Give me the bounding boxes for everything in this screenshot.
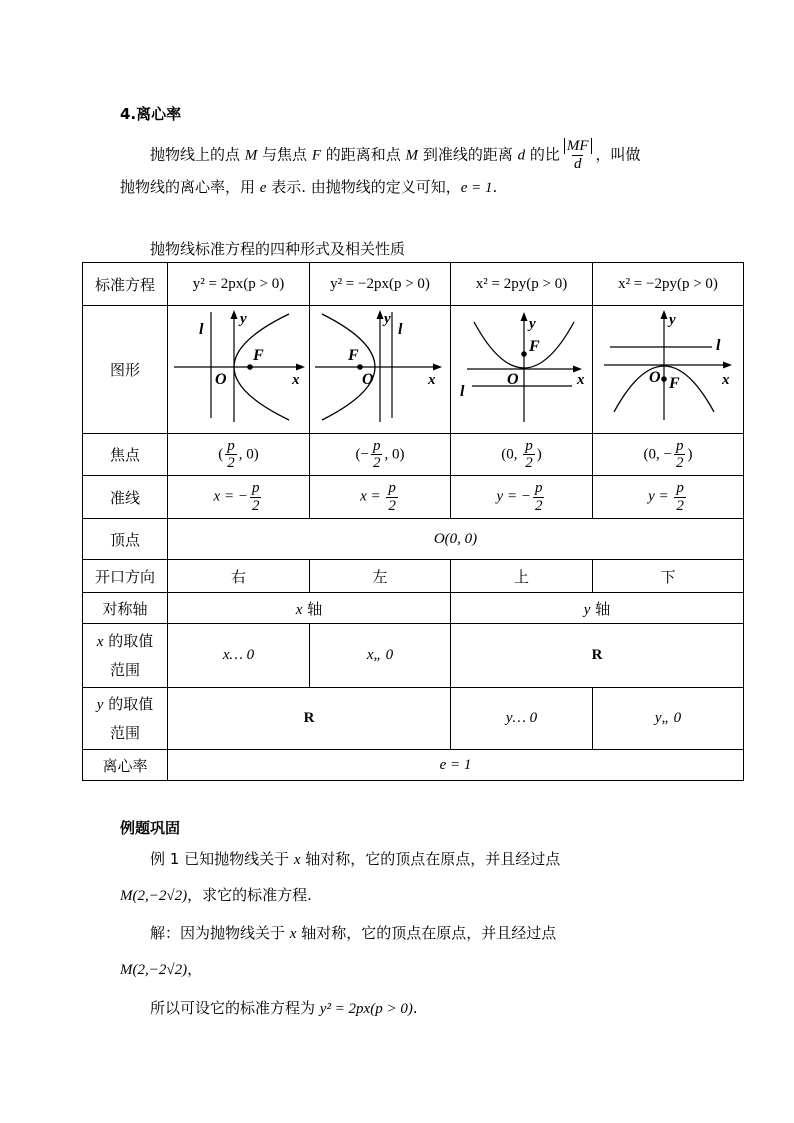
- row-label: x 的取值 范围: [83, 624, 168, 688]
- svg-text:F: F: [668, 375, 680, 392]
- svg-text:l: l: [459, 383, 464, 400]
- svg-text:y: y: [528, 316, 536, 332]
- paragraph-line-2: 抛物线的离心率，用 e 表示. 由抛物线的定义可知，e = 1.: [120, 178, 498, 196]
- opening-up: 上: [451, 560, 593, 593]
- svg-text:O: O: [648, 369, 661, 386]
- opening-down: 下: [593, 560, 744, 593]
- focus-up: (0, $\frac{p}{2}$ ): [451, 434, 593, 476]
- row-label: 对称轴: [83, 593, 168, 624]
- focus-down: (0, − $\frac{p}{2}$ ): [593, 434, 744, 476]
- equation-up: x² = 2py(p > 0): [451, 263, 593, 306]
- x-range-right: x… 0: [168, 624, 310, 688]
- solution-line-2: M(2,−2√2)，: [120, 960, 203, 978]
- svg-text:x: x: [721, 372, 729, 388]
- svg-text:y: y: [384, 311, 391, 327]
- svg-text:l: l: [398, 321, 403, 338]
- focus-right: ( $\frac{p}{2}$ , 0): [168, 434, 310, 476]
- svg-text:F: F: [528, 338, 540, 355]
- row-label: 图形: [83, 306, 168, 434]
- solution-line-3: 所以可设它的标准方程为 y² = 2px(p > 0).: [150, 999, 418, 1017]
- ratio-fraction: $\frac{MF}{d}$: [562, 138, 594, 172]
- svg-text:y: y: [239, 311, 247, 327]
- paragraph-line-1: 抛物线上的点 M 与焦点 F 的距离和点 M 到准线的距离 d 的比 $\frac{MF}{d}$ ，叫做: [150, 138, 641, 172]
- solution-line-1: 解：因为抛物线关于 x 轴对称，它的顶点在原点，并且经过点: [150, 924, 557, 942]
- parabola-left-graph: [310, 306, 450, 429]
- equation-down: x² = −2py(p > 0): [593, 263, 744, 306]
- opening-right: 右: [168, 560, 310, 593]
- directrix-right: x = − $\frac{p}{2}$: [168, 476, 310, 519]
- symmetry-axis-y: y 轴: [451, 593, 744, 624]
- example-question-line-2: M(2,−2√2)，求它的标准方程.: [120, 886, 312, 904]
- example-question-line-1: 例 1 已知抛物线关于 x 轴对称，它的顶点在原点，并且经过点: [150, 850, 561, 868]
- section-title: 4.离心率: [120, 105, 182, 123]
- row-label: y 的取值 范围: [83, 688, 168, 750]
- parabola-right-graph: [169, 306, 309, 429]
- opening-left: 左: [310, 560, 451, 593]
- svg-text:F: F: [348, 347, 359, 364]
- table-row-graph: [83, 306, 744, 434]
- y-range-down: y„ 0: [593, 688, 744, 750]
- svg-text:F: F: [252, 347, 264, 364]
- svg-text:O: O: [506, 371, 519, 388]
- table-row-symmetry-axis: [83, 593, 744, 624]
- table-row-opening: [83, 560, 744, 593]
- svg-text:x: x: [428, 372, 436, 388]
- x-range-left: x„ 0: [310, 624, 451, 688]
- graph-opens-up: [451, 306, 593, 434]
- table-row-focus: [83, 434, 744, 476]
- row-label: 准线: [83, 476, 168, 519]
- svg-text:y: y: [668, 312, 676, 328]
- directrix-down: y = $\frac{p}{2}$: [593, 476, 744, 519]
- svg-text:x: x: [291, 372, 299, 388]
- eccentricity-value: e = 1: [168, 750, 744, 781]
- table-row-x-range: [83, 624, 744, 688]
- directrix-left: x = $\frac{p}{2}$: [310, 476, 451, 519]
- table-row-eccentricity: [83, 750, 744, 781]
- parabola-up-graph: [452, 306, 592, 429]
- row-label: 标准方程: [83, 263, 168, 306]
- table-row-directrix: [83, 476, 744, 519]
- directrix-up: y = − $\frac{p}{2}$: [451, 476, 593, 519]
- graph-opens-right: [168, 306, 310, 434]
- focus-left: (− $\frac{p}{2}$ , 0): [310, 434, 451, 476]
- svg-text:O: O: [362, 371, 374, 388]
- example-heading: 例题巩固: [120, 819, 181, 837]
- table-row-y-range: [83, 688, 744, 750]
- x-range-all: R: [451, 624, 744, 688]
- svg-text:l: l: [198, 321, 203, 338]
- table-caption: 抛物线标准方程的四种形式及相关性质: [150, 240, 406, 258]
- graph-opens-down: [593, 306, 744, 434]
- y-range-all: R: [168, 688, 451, 750]
- svg-text:l: l: [715, 337, 720, 354]
- equation-right: y² = 2px(p > 0): [168, 263, 310, 306]
- parabola-down-graph: [594, 306, 743, 429]
- row-label: 顶点: [83, 519, 168, 560]
- graph-opens-left: [310, 306, 451, 434]
- table-row-standard-equation: [83, 263, 744, 306]
- svg-text:O: O: [214, 371, 227, 388]
- svg-text:x: x: [576, 372, 584, 388]
- vertex-value: O(0, 0): [168, 519, 744, 560]
- equation-left: y² = −2px(p > 0): [310, 263, 451, 306]
- y-range-up: y… 0: [451, 688, 593, 750]
- symmetry-axis-x: x 轴: [168, 593, 451, 624]
- row-label: 离心率: [83, 750, 168, 781]
- table-row-vertex: [83, 519, 744, 560]
- row-label: 焦点: [83, 434, 168, 476]
- parabola-properties-table: [82, 262, 744, 781]
- row-label: 开口方向: [83, 560, 168, 593]
